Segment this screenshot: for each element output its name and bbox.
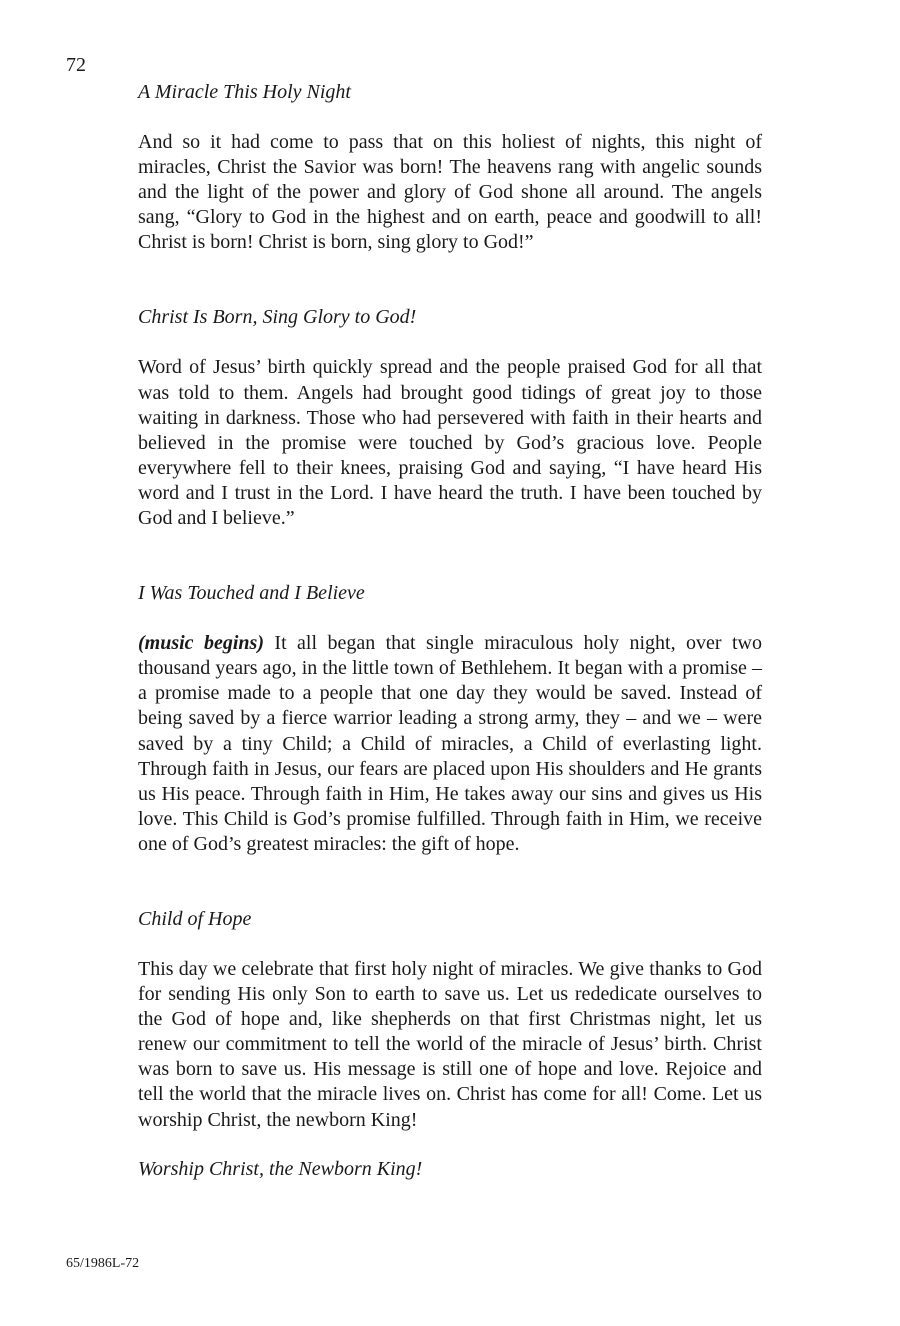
page-number: 72	[66, 54, 86, 76]
section-paragraph-child-of-hope: This day we celebrate that first holy night of miracles. We give thanks to God for sending His only Son to earth to save us. Let us rededicate ourselves to the God of hope and, like shepherds on that first Christmas night, let us renew our commitment to tell the world of the miracle of Jesus’ birth. Christ was born to save us. His message is still one of hope and love. Rejoice and tell the world that the miracle lives on. Christ has come for all! Come. Let us worship Christ, the newborn King!	[138, 957, 762, 1131]
section-paragraph-a-miracle-this-holy-night: And so it had come to pass that on this holiest of nights, this night of miracles, Christ the Savior was born! The heavens rang with angelic sounds and the light of the power and glory of God shone all around. The angels sang, “Glory to God in the highest and on earth, peace and goodwill to all! Christ is born! Christ is born, sing glory to God!”	[138, 131, 762, 254]
section-title-worship-christ: Worship Christ, the Newborn King!	[138, 1157, 423, 1180]
section-paragraph-i-was-touched	[138, 631, 762, 857]
page-content	[138, 80, 762, 1182]
section-title-christ-is-born: Christ Is Born, Sing Glory to God!	[138, 306, 417, 329]
section-paragraph-text: It all began that single miraculous holy night, over two thousand years ago, in the little town of Bethlehem. It began with a promise – a promise made to a people that one day they would be saved. Instead of being saved by a fierce warrior leading a strong army, they – and we – were saved by a tiny Child; a Child of miracles, a Child of everlasting light. Through faith in Jesus, our fears are placed upon His shoulders and He grants us His peace. Through faith in Him, He takes away our sins and gives us His love. This Child is God’s promise fulfilled. Through faith in Him, we receive one of God’s greatest miracles: the gift of hope.	[138, 632, 762, 855]
section-title-child-of-hope: Child of Hope	[138, 907, 252, 930]
section-title-i-was-touched: I Was Touched and I Believe	[138, 582, 365, 605]
footer-catalog-code: 65/1986L-72	[66, 1256, 140, 1271]
section-paragraph-christ-is-born: Word of Jesus’ birth quickly spread and the people praised God for all that was told to them. Angels had brought good tidings of great joy to those waiting in darkness. Those who had persevered with faith in their hearts and believed in the promise were touched by God’s gracious love. People everywhere fell to their knees, praising God and saying, “I have heard His word and I trust in the Lord. I have heard the truth. I have been touched by God and I believe.”	[138, 356, 762, 530]
music-cue: (music begins)	[138, 632, 264, 655]
section-title-a-miracle-this-holy-night: A Miracle This Holy Night	[138, 81, 351, 103]
